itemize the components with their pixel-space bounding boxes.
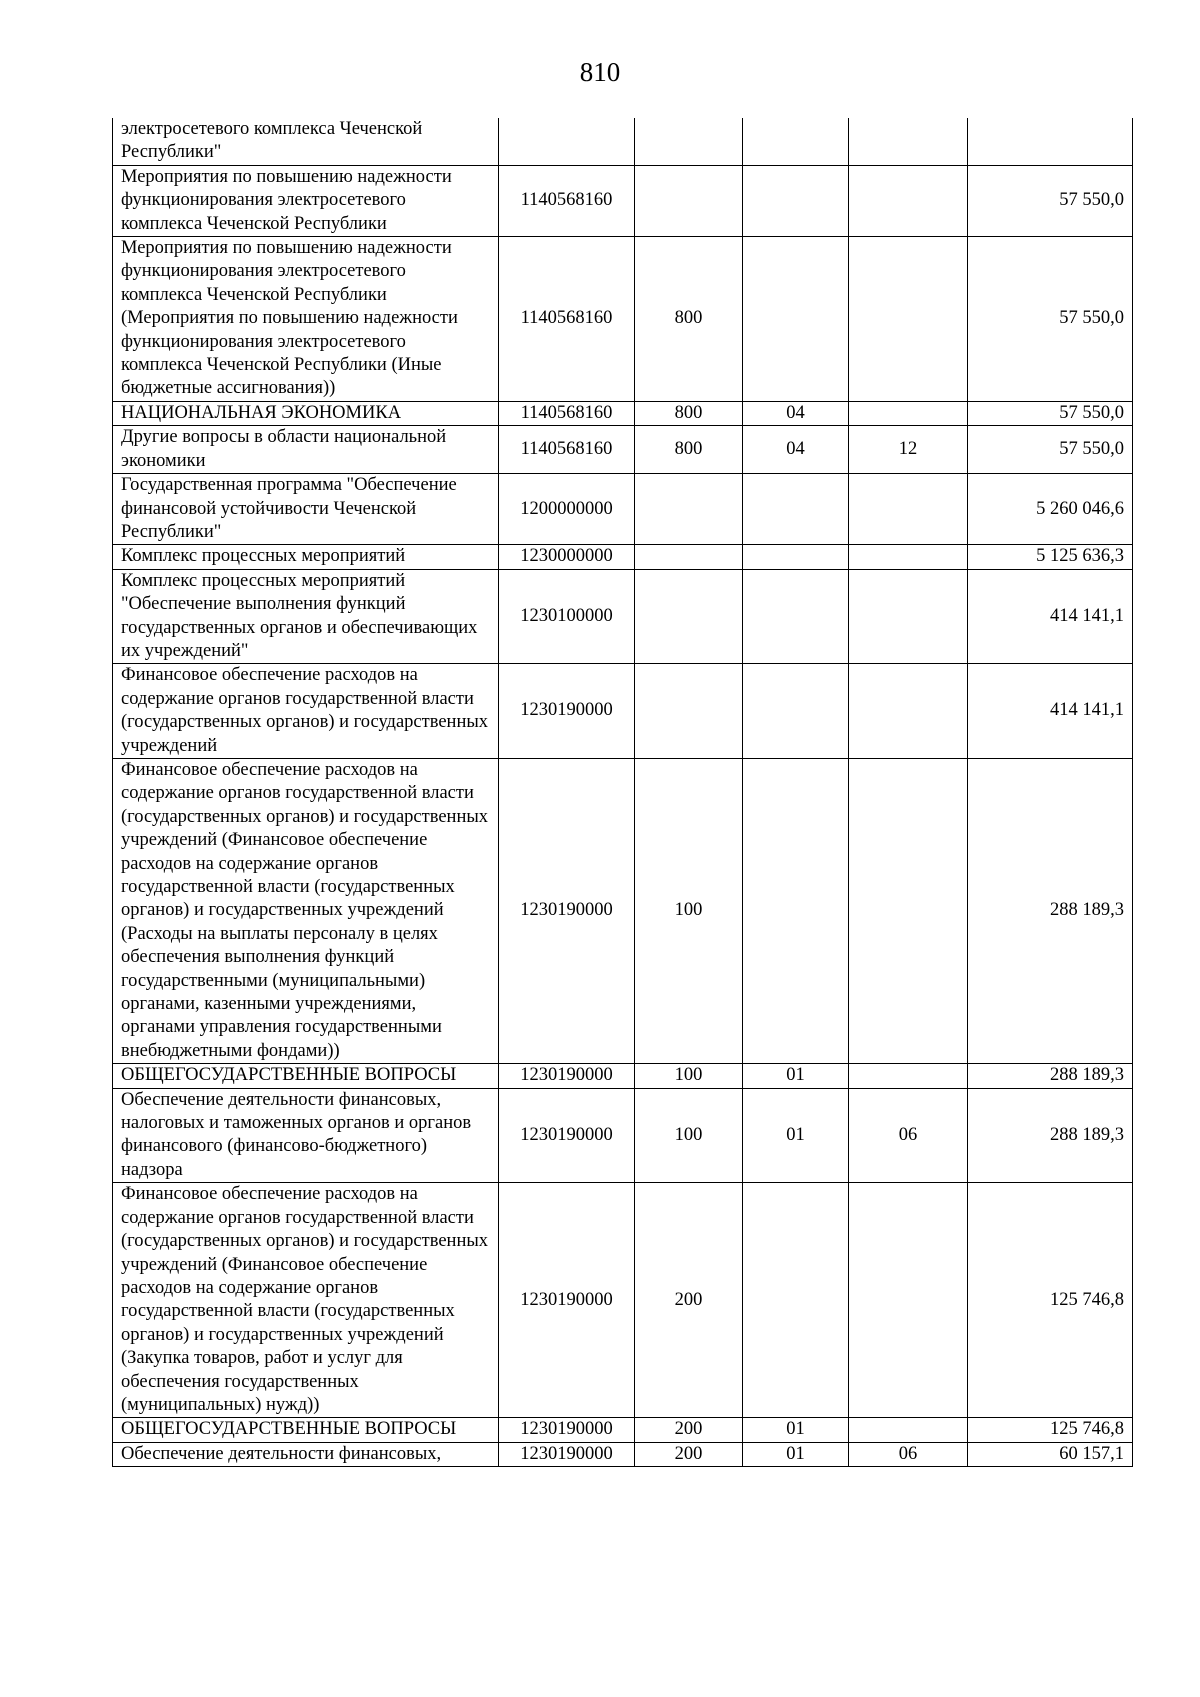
- row-sum: 125 746,8: [968, 1183, 1133, 1418]
- row-rz: [743, 569, 849, 664]
- row-name: Обеспечение деятельности финансовых,: [113, 1442, 499, 1466]
- row-name: НАЦИОНАЛЬНАЯ ЭКОНОМИКА: [113, 401, 499, 425]
- budget-table: [112, 118, 1133, 1467]
- row-kvr: [635, 569, 743, 664]
- row-kvr: 200: [635, 1418, 743, 1442]
- row-kvr: [635, 474, 743, 545]
- table-row: [113, 1088, 1133, 1183]
- row-rz: 01: [743, 1418, 849, 1442]
- row-rz: [743, 474, 849, 545]
- row-code: 1230000000: [499, 545, 635, 569]
- row-pr: [849, 401, 968, 425]
- row-rz: [743, 237, 849, 402]
- row-sum: 5 260 046,6: [968, 474, 1133, 545]
- row-kvr: [635, 118, 743, 165]
- row-code: 1140568160: [499, 401, 635, 425]
- row-sum: 288 189,3: [968, 758, 1133, 1063]
- row-name: Другие вопросы в области национальной экономики: [113, 426, 499, 474]
- row-rz: 01: [743, 1064, 849, 1088]
- row-name: Финансовое обеспечение расходов на содержание органов государственной власти (государственных органов) и государственных учреждений (Финансовое обеспечение расходов на содержание органов государственной власти (государственных органов) и государственных учреждений (Закупка товаров, работ и услуг для обеспечения государственных (муниципальных) нужд)): [113, 1183, 499, 1418]
- row-name: ОБЩЕГОСУДАРСТВЕННЫЕ ВОПРОСЫ: [113, 1064, 499, 1088]
- row-rz: [743, 758, 849, 1063]
- row-kvr: 800: [635, 401, 743, 425]
- row-sum: 288 189,3: [968, 1064, 1133, 1088]
- row-sum: 5 125 636,3: [968, 545, 1133, 569]
- row-code: 1230190000: [499, 1183, 635, 1418]
- row-kvr: 200: [635, 1183, 743, 1418]
- row-code: 1230100000: [499, 569, 635, 664]
- row-pr: [849, 569, 968, 664]
- row-pr: [849, 474, 968, 545]
- row-code: 1230190000: [499, 664, 635, 759]
- table-row: [113, 426, 1133, 474]
- row-code: 1230190000: [499, 1088, 635, 1183]
- table-row: [113, 569, 1133, 664]
- row-kvr: [635, 545, 743, 569]
- page-number: 810: [579, 57, 621, 87]
- row-rz: [743, 165, 849, 236]
- row-rz: 04: [743, 401, 849, 425]
- row-code: 1230190000: [499, 758, 635, 1063]
- row-name: Государственная программа "Обеспечение финансовой устойчивости Чеченской Республики": [113, 474, 499, 545]
- row-code: 1140568160: [499, 237, 635, 402]
- row-sum: 60 157,1: [968, 1442, 1133, 1466]
- row-pr: [849, 165, 968, 236]
- row-code: [499, 118, 635, 165]
- row-rz: 04: [743, 426, 849, 474]
- row-rz: [743, 664, 849, 759]
- row-name: Комплекс процессных мероприятий "Обеспечение выполнения функций государственных органов и обеспечивающих их учреждений": [113, 569, 499, 664]
- row-rz: [743, 1183, 849, 1418]
- table-row: [113, 1064, 1133, 1088]
- row-code: 1230190000: [499, 1418, 635, 1442]
- table-row: [113, 165, 1133, 236]
- row-pr: 06: [849, 1088, 968, 1183]
- row-name: Обеспечение деятельности финансовых, налоговых и таможенных органов и органов финансового (финансово-бюджетного) надзора: [113, 1088, 499, 1183]
- row-sum: 125 746,8: [968, 1418, 1133, 1442]
- table-row: [113, 1418, 1133, 1442]
- row-kvr: 200: [635, 1442, 743, 1466]
- row-kvr: 100: [635, 1088, 743, 1183]
- row-sum: 57 550,0: [968, 426, 1133, 474]
- row-sum: 57 550,0: [968, 165, 1133, 236]
- table-row: [113, 474, 1133, 545]
- row-pr: [849, 758, 968, 1063]
- row-name: электросетевого комплекса Чеченской Республики": [113, 118, 499, 165]
- row-rz: [743, 545, 849, 569]
- row-code: 1140568160: [499, 426, 635, 474]
- row-code: 1230190000: [499, 1064, 635, 1088]
- row-pr: [849, 1064, 968, 1088]
- row-kvr: 100: [635, 1064, 743, 1088]
- row-kvr: [635, 664, 743, 759]
- row-pr: [849, 1418, 968, 1442]
- row-sum: [968, 118, 1133, 165]
- row-code: 1230190000: [499, 1442, 635, 1466]
- table-row: [113, 118, 1133, 165]
- row-rz: 01: [743, 1088, 849, 1183]
- table-row: [113, 1183, 1133, 1418]
- row-rz: [743, 118, 849, 165]
- row-pr: [849, 118, 968, 165]
- table-row: [113, 1442, 1133, 1466]
- row-kvr: 100: [635, 758, 743, 1063]
- row-pr: 12: [849, 426, 968, 474]
- row-sum: 57 550,0: [968, 401, 1133, 425]
- row-sum: 414 141,1: [968, 569, 1133, 664]
- row-pr: [849, 237, 968, 402]
- row-sum: 288 189,3: [968, 1088, 1133, 1183]
- row-name: Комплекс процессных мероприятий: [113, 545, 499, 569]
- row-rz: 01: [743, 1442, 849, 1466]
- row-sum: 414 141,1: [968, 664, 1133, 759]
- row-name: Финансовое обеспечение расходов на содержание органов государственной власти (государственных органов) и государственных учреждений (Финансовое обеспечение расходов на содержание органов государственной власти (государственных органов) и государственных учреждений (Расходы на выплаты персоналу в целях обеспечения выполнения функций государственными (муниципальными) органами, казенными учреждениями, органами управления государственными внебюджетными фондами)): [113, 758, 499, 1063]
- row-sum: 57 550,0: [968, 237, 1133, 402]
- row-code: 1200000000: [499, 474, 635, 545]
- row-pr: [849, 545, 968, 569]
- row-kvr: 800: [635, 426, 743, 474]
- row-name: Мероприятия по повышению надежности функционирования электросетевого комплекса Чеченской Республики: [113, 165, 499, 236]
- table-row: [113, 237, 1133, 402]
- row-pr: [849, 664, 968, 759]
- row-pr: 06: [849, 1442, 968, 1466]
- row-kvr: 800: [635, 237, 743, 402]
- table-row: [113, 545, 1133, 569]
- row-name: Финансовое обеспечение расходов на содержание органов государственной власти (государственных органов) и государственных учреждений: [113, 664, 499, 759]
- row-name: Мероприятия по повышению надежности функционирования электросетевого комплекса Чеченской Республики (Мероприятия по повышению надежности функционирования электросетевого комплекса Чеченской Республики (Иные бюджетные ассигнования)): [113, 237, 499, 402]
- row-name: ОБЩЕГОСУДАРСТВЕННЫЕ ВОПРОСЫ: [113, 1418, 499, 1442]
- table-row: [113, 664, 1133, 759]
- row-code: 1140568160: [499, 165, 635, 236]
- row-kvr: [635, 165, 743, 236]
- table-row: [113, 401, 1133, 425]
- budget-table-body: [113, 118, 1133, 1467]
- row-pr: [849, 1183, 968, 1418]
- table-row: [113, 758, 1133, 1063]
